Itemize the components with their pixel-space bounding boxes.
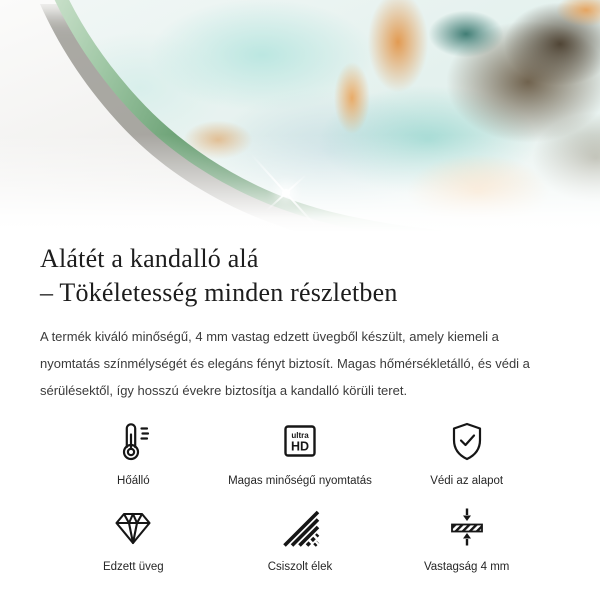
product-details <box>0 242 600 575</box>
ultra-text: ultra <box>291 431 309 440</box>
feature-label: Edzett üveg <box>102 561 164 573</box>
title-line-1: Alátét a kandalló alá <box>40 244 259 273</box>
polished-edges-icon <box>278 505 322 549</box>
feature-item-thickness <box>383 505 550 575</box>
feature-item-polished-edges <box>217 505 384 575</box>
thermometer-icon <box>111 419 155 463</box>
feature-item-print-quality <box>217 419 384 489</box>
sparkle-core <box>282 189 290 197</box>
feature-label: Hőálló <box>117 475 150 487</box>
feature-grid <box>40 419 560 575</box>
product-description: A termék kiváló minőségű, 4 mm vastag edzett üvegből készült, amely kiemeli a nyomtatás színmélységét és elegáns fényt biztosít. Magas hőmérsékletálló, és védi a sérülésektől, így hosszú évekre biztosítja a kandalló körüli teret. <box>40 329 530 398</box>
page-title <box>40 242 560 310</box>
feature-label: Vastagság 4 mm <box>423 561 510 573</box>
hero-white-fade <box>0 0 600 232</box>
shield-check-icon <box>445 419 489 463</box>
feature-label: Csiszolt élek <box>267 561 333 573</box>
feature-label: Védi az alapot <box>430 475 504 487</box>
product-image <box>0 0 600 232</box>
feature-label: Magas minőségű nyomtatás <box>228 475 372 487</box>
feature-item-heat-resistant <box>50 419 217 489</box>
feature-item-tempered-glass <box>50 505 217 575</box>
ultra-hd-icon <box>278 419 322 463</box>
feature-item-protects-base <box>383 419 550 489</box>
diamond-icon <box>111 505 155 549</box>
title-line-2: – Tökéletesség minden részletben <box>40 278 398 307</box>
hd-text: HD <box>290 439 310 454</box>
thickness-arrows-icon <box>445 505 489 549</box>
